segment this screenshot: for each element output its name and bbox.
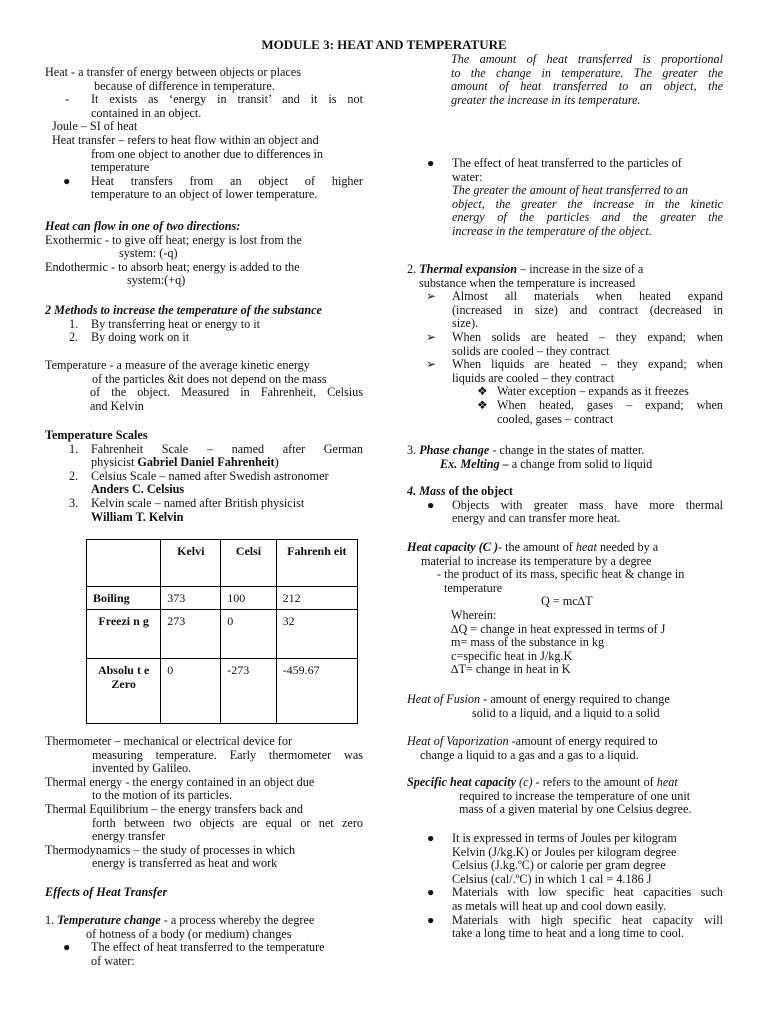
thermometer-cont: invented by Galileo.: [92, 761, 192, 776]
expansion-arrow-item: [407, 290, 723, 331]
heat-capacity-cont: - the product of its mass, specific heat & change in: [437, 567, 685, 582]
heat-of-vaporization-line: [407, 735, 723, 749]
effect-desc: - a process whereby the degree: [160, 913, 315, 927]
effect-term: Mass: [419, 484, 446, 498]
bullet-text: as metals will heat up and cool down easily.: [452, 898, 667, 913]
bullet-text: take a long time to heat and a long time to cool.: [452, 926, 685, 941]
specific-heat-bullet: [407, 886, 723, 913]
bullet-text: The effect of heat transferred to the temperature: [91, 940, 325, 955]
left-column: [45, 66, 363, 202]
table-cell: 273: [161, 610, 221, 659]
heat-capacity-cont: temperature: [444, 580, 503, 595]
heat-transfer-cont: from one object to another due to differences in: [91, 146, 323, 161]
table-cell: 373: [161, 587, 221, 610]
heat-of-fusion-section: [407, 693, 723, 720]
thermal-expansion-cont: substance when the temperature is increased: [419, 275, 636, 290]
heat-word: heat: [656, 775, 678, 789]
vaporization-desc: -amount of energy required to: [508, 734, 658, 748]
method-number: 2.: [69, 330, 79, 345]
temperature-change-section: [45, 914, 363, 968]
heat-of-fusion-cont: solid to a liquid, and a liquid to a solid: [472, 705, 660, 720]
vaporization-term: Heat of Vaporization: [407, 734, 509, 748]
specific-heat-term: Specific heat capacity: [407, 775, 516, 789]
specific-heat-bullet: [407, 914, 723, 941]
temperature-change-line: [45, 914, 363, 928]
scale-text-plain: physicist: [91, 455, 138, 470]
scale-text-end: ): [274, 455, 279, 470]
scale-number: 3.: [69, 495, 79, 510]
page-title: MODULE 3: HEAT AND TEMPERATURE: [261, 37, 507, 52]
scale-text-cont: [91, 456, 363, 470]
scale-text: Kelvin scale – named after British physicist: [91, 495, 305, 510]
italic-line: energy of the particles and the greater the: [452, 210, 723, 225]
heat-capacity-cont: material to increase its temperature by a degree: [421, 553, 652, 568]
heat-of-fusion-line: [407, 693, 723, 707]
table-row-label: Absolu t e Zero: [87, 659, 161, 724]
heat-formula: Q = mc∆T: [541, 594, 593, 609]
bullet-marker: ●: [427, 831, 435, 845]
expansion-diamond-item: [407, 399, 723, 426]
thermal-energy-definition: Thermal energy - the energy contained in an object due: [45, 774, 315, 789]
dash-marker: -: [65, 92, 70, 107]
thermal-energy-cont: to the motion of its particles.: [92, 788, 233, 803]
arrow-text: Almost all materials when heated expand: [452, 289, 723, 304]
heat-dash-item: [45, 93, 363, 120]
effect-number: 2.: [407, 262, 417, 276]
mass-section: [407, 485, 723, 526]
mass-line: [407, 485, 723, 499]
diamond-text: Water exception – expands as it freezes: [497, 384, 689, 399]
table-corner-cell: [87, 540, 161, 587]
specific-heat-cont: mass of a given material by one Celsius degree.: [459, 802, 692, 817]
thermal-expansion-section: [407, 263, 723, 426]
table-header: Celsi: [221, 540, 276, 587]
bullet-text-cont: of water:: [91, 953, 135, 968]
arrow-text: solids are cooled – they contract: [452, 343, 610, 358]
temperature-change-bullet: [45, 941, 363, 968]
table-cell: 32: [276, 610, 357, 659]
heat-capacity-desc: - the amount of: [498, 540, 576, 554]
joule-definition: Joule – SI of heat: [52, 119, 138, 134]
scale-item: [45, 443, 363, 470]
thermal-expansion-line: [407, 263, 723, 277]
specific-heat-section: [407, 776, 723, 817]
table-header-row: [87, 540, 358, 587]
bullet-text-cont: energy and can transfer more heat.: [452, 511, 621, 526]
bullet-text: Heat transfers from an object of higher: [91, 173, 363, 188]
method-text: By transferring heat or energy to it: [91, 316, 260, 331]
diamond-marker: ❖: [477, 384, 488, 399]
particles-bullet: [407, 157, 723, 239]
bullet-text: Materials with low specific heat capacities such: [452, 885, 723, 900]
italic-line: to the change in temperature. The greater the: [451, 65, 723, 80]
table-header: Fahrenh eit: [276, 540, 357, 587]
proportional-statement: [451, 53, 723, 107]
scale-person: Gabriel Daniel Fahrenheit: [137, 455, 275, 470]
endothermic-cont: system:(+q): [127, 273, 186, 288]
wherein-label: Wherein:: [451, 607, 497, 622]
definitions-block: [45, 735, 363, 871]
mass-bullet: [407, 499, 723, 526]
expansion-diamond-item: [407, 385, 723, 399]
example-desc: a change from solid to liquid: [508, 456, 653, 471]
bullet-text-cont: water:: [452, 169, 483, 184]
thermal-equilibrium-definition: Thermal Equilibrium – the energy transfers back and: [45, 801, 303, 816]
table-header: Kelvi: [161, 540, 221, 587]
table-cell: -273: [221, 659, 276, 724]
arrow-text: When liquids are heated – they expand; when: [452, 357, 723, 372]
table-row: [87, 587, 358, 610]
effect-desc: of the object: [445, 484, 513, 498]
heat-dash-text-cont: contained in an object.: [91, 105, 202, 120]
effect-desc: - change in the states of matter.: [489, 443, 645, 457]
fusion-desc: - amount of energy required to change: [480, 692, 670, 706]
table-row: [87, 659, 358, 724]
formula-variable: m= mass of the substance in kg: [451, 635, 605, 650]
table-row-label: Freezi n g: [87, 610, 161, 659]
formula-variable: ∆Q = change in heat expressed in terms of J: [451, 621, 666, 636]
scale-text: Fahrenheit Scale – named after German: [91, 441, 363, 456]
phase-change-section: [407, 444, 723, 471]
temperature-definition: [45, 359, 363, 413]
expansion-arrow-item: [407, 331, 723, 358]
heat-capacity-term: Heat capacity (C ): [407, 540, 499, 554]
bullet-marker: ●: [63, 940, 71, 955]
methods-heading: 2 Methods to increase the temperature of the substance: [45, 303, 322, 317]
method-item: [45, 331, 363, 345]
bullet-marker: ●: [427, 912, 435, 927]
specific-heat-cont: required to increase the temperature of one unit: [459, 788, 691, 803]
scale-person: Anders C. Celsius: [91, 482, 185, 497]
italic-line: greater the increase in its temperature.: [451, 92, 641, 107]
thermometer-definition: Thermometer – mechanical or electrical device for: [45, 734, 292, 748]
scale-person: William T. Kelvin: [91, 509, 184, 524]
scale-item: [45, 470, 363, 497]
heat-definition: Heat - a transfer of energy between objects or places: [45, 65, 301, 79]
specific-heat-symbol: (c): [515, 775, 533, 789]
scale-number: 2.: [69, 468, 79, 483]
arrow-text: When solids are heated – they expand; when: [452, 329, 723, 344]
temperature-def-line: and Kelvin: [90, 398, 144, 413]
table-cell: -459.67: [276, 659, 357, 724]
arrow-text: (increased in size) and contract (decreased in: [452, 302, 723, 317]
italic-line: object, the greater the increase in the kinetic: [452, 196, 723, 211]
effect-number: 4.: [407, 484, 417, 498]
diamond-text: cooled, gases – contract: [497, 411, 614, 426]
method-text: By doing work on it: [91, 330, 190, 345]
italic-line: The amount of heat transferred is proportional: [451, 52, 723, 66]
diamond-marker: ❖: [477, 397, 488, 412]
effect-term: Thermal expansion: [419, 262, 518, 276]
thermometer-cont: measuring temperature. Early thermometer was: [92, 747, 363, 762]
effects-heading: Effects of Heat Transfer: [45, 885, 168, 899]
bullet-text: Materials with high specific heat capacity will: [452, 912, 723, 927]
effect-number: 3.: [407, 443, 417, 457]
heat-capacity-section: [407, 541, 723, 677]
heat-capacity-line: [407, 541, 723, 555]
phase-change-example: [407, 458, 723, 472]
bullet-marker: ●: [63, 173, 71, 188]
arrow-marker: ➢: [426, 357, 437, 372]
heat-of-vaporization-section: [407, 735, 723, 762]
temperature-scales: [45, 429, 363, 524]
directions-heading: Heat can flow in one of two directions:: [45, 219, 241, 233]
table-cell: 100: [221, 587, 276, 610]
arrow-marker: ➢: [426, 329, 437, 344]
thermodynamics-definition: Thermodynamics – the study of processes in which: [45, 842, 296, 857]
table-cell: 0: [221, 610, 276, 659]
thermal-equilibrium-cont: energy transfer: [92, 829, 166, 844]
bullet-text: Kelvin (J/kg.K) or Joules per kilogram degree: [452, 844, 677, 859]
heat-of-vaporization-cont: change a liquid to a gas and a gas to a liquid.: [420, 747, 639, 762]
bullet-marker: ●: [427, 497, 435, 512]
effect-number: 1.: [45, 913, 55, 927]
example-term: Ex. Melting –: [440, 456, 509, 471]
bullet-text: Objects with greater mass have more thermal: [452, 497, 723, 512]
heat-dash-text: It exists as ‘energy in transit’ and it is not: [91, 92, 363, 107]
thermodynamics-cont: energy is transferred as heat and work: [92, 856, 278, 871]
bullet-text: Celsius (cal/.ºC) in which 1 cal = 4.186 J: [452, 871, 652, 886]
effect-term: Phase change: [419, 443, 490, 457]
temperature-table: [86, 539, 358, 724]
methods-section: [45, 304, 363, 345]
italic-line: The greater the amount of heat transferred to an: [452, 183, 689, 198]
arrow-marker: ➢: [426, 289, 437, 304]
heat-transfer-definition: Heat transfer – refers to heat flow within an object and: [52, 132, 319, 147]
heat-transfer-bullet: [45, 175, 363, 202]
heat-word: heat: [575, 540, 597, 554]
temperature-def-line: Temperature - a measure of the average kinetic energy: [45, 358, 310, 372]
heat-transfer-cont: temperature: [91, 160, 150, 175]
table-cell: 0: [161, 659, 221, 724]
heat-capacity-desc: needed by a: [596, 540, 659, 554]
bullet-text-cont: temperature to an object of lower temperature.: [91, 187, 318, 202]
italic-line: amount of heat transferred to an object, the: [451, 79, 723, 94]
temperature-change-cont: of hotness of a body (or medium) changes: [86, 926, 292, 941]
endothermic-definition: Endothermic - to absorb heat; energy is added to the: [45, 259, 300, 274]
formula-variable: c=specific heat in J/kg.K: [451, 648, 573, 663]
bullet-marker: ●: [427, 885, 435, 900]
effects-heading-block: [45, 886, 363, 900]
scale-item: [45, 497, 363, 524]
specific-heat-desc: - refers to the amount of: [532, 775, 657, 789]
formula-variable: ∆T= change in heat in K: [451, 662, 571, 677]
specific-heat-line: [407, 776, 723, 790]
phase-change-line: [407, 444, 723, 458]
arrow-text: size).: [452, 316, 479, 331]
bullet-text: It is expressed in terms of Joules per kilogram: [452, 831, 677, 845]
bullet-text: Celsius (J.kg.ºC) or calorie per gram degree: [452, 858, 666, 873]
bullet-marker: ●: [427, 156, 435, 170]
scale-number: 1.: [69, 441, 79, 456]
method-item: [45, 318, 363, 332]
table-row: [87, 610, 358, 659]
method-number: 1.: [69, 316, 79, 331]
heat-directions: [45, 220, 363, 288]
specific-heat-bullets: [407, 832, 723, 941]
bullet-text: The effect of heat transferred to the particles of: [452, 156, 682, 170]
diamond-text: When heated, gases – expand; when: [497, 397, 723, 412]
table-cell: 212: [276, 587, 357, 610]
exothermic-cont: system: (-q): [119, 246, 178, 261]
italic-line: increase in the temperature of the object.: [452, 223, 652, 238]
exothermic-definition: Exothermic - to give off heat; energy is lost from the: [45, 232, 302, 247]
fusion-term: Heat of Fusion: [407, 692, 481, 706]
temperature-def-line: of the particles &it does not depend on the mass: [92, 371, 327, 386]
effect-term: Temperature change: [57, 913, 161, 927]
temperature-def-line: of the object. Measured in Fahrenheit, Celsius: [90, 385, 363, 400]
heat-definition-cont: because of difference in temperature.: [94, 78, 275, 93]
particles-item: [407, 157, 723, 239]
scales-heading: Temperature Scales: [45, 428, 148, 442]
table-row-label: Boiling: [87, 587, 161, 610]
scale-text: Celsius Scale – named after Swedish astronomer: [91, 468, 329, 483]
expansion-arrow-item: [407, 358, 723, 385]
effect-desc: – increase in the size of a: [517, 262, 644, 276]
arrow-text: liquids are cooled – they contract: [452, 370, 615, 385]
specific-heat-bullet: [407, 832, 723, 886]
thermal-equilibrium-cont: forth between two objects are equal or net zero: [92, 815, 363, 830]
